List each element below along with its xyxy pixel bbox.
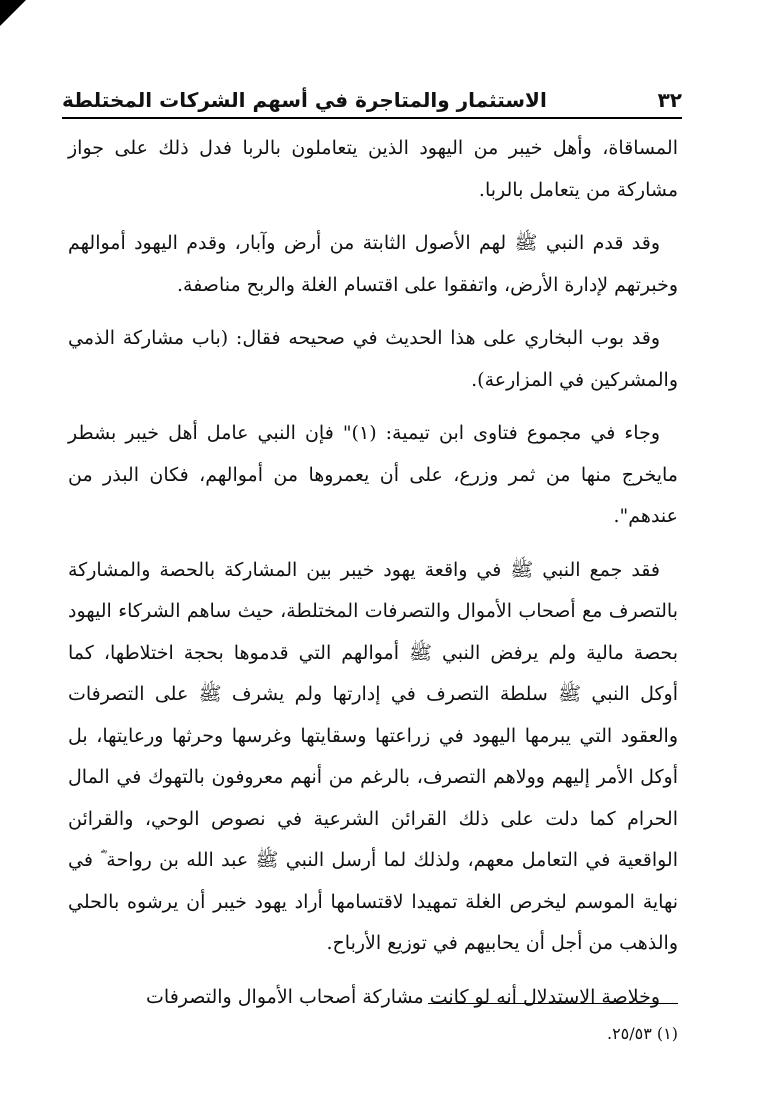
paragraph: وقد بوب البخاري على هذا الحديث في صحيحه فقال: (باب مشاركة الذمي والمشركين في المزارعة). (68, 327, 678, 391)
body-text (68, 128, 678, 1030)
header-divider (62, 117, 682, 119)
paragraph: وخلاصة الاستدلال أنه لو كانت مشاركة أصحاب الأموال والتصرفات (146, 985, 660, 1008)
page-corner-mark (0, 0, 26, 26)
footnote: (١) ٢٥/٥٣. (606, 1024, 678, 1043)
paragraph: المساقاة، وأهل خيبر من اليهود الذين يتعاملون بالربا فدل ذلك على جواز مشاركة من يتعامل بالربا. (68, 137, 678, 201)
page-header (62, 80, 682, 120)
paragraph: فقد جمع النبي ﷺ في واقعة يهود خيبر بين المشاركة بالحصة والمشاركة بالتصرف مع أصحاب الأموال والتصرفات المختلطة، حيث ساهم الشركاء اليهود بحصة مالية ولم يرفض النبي ﷺ أموالهم التي قدموها بحجة اختلاطها، كما أوكل النبي ﷺ سلطة التصرف في إدارتها ولم يشرف ﷺ على التصرفات والعقود التي يبرمها اليهود في زراعتها وسقايتها وغرسها وحرثها ورعايتها، بل أوكل الأمر إليهم وولاهم التصرف، بالرغم من أنهم معروفون بالتهوك في المال الحرام كما دلت على ذلك القرائن الشرعية في نصوص الوحي، والقرائن الواقعية في التعامل معهم، ولذلك لما أرسل النبي ﷺ عبد الله بن رواحة ؓ في نهاية الموسم ليخرص الغلة تمهيدا لاقتسامها أراد يهود خيبر أن يرشوه بالحلي والذهب من أجل أن يحابيهم في توزيع الأرباح. (68, 558, 678, 954)
paragraph: وقد قدم النبي ﷺ لهم الأصول الثابتة من أرض وآبار، وقدم اليهود أموالهم وخبرتهم لإدارة الأرض، واتفقوا على اقتسام الغلة والربح مناصفة. (68, 232, 678, 296)
page-number: ٣٢ (657, 88, 682, 112)
footnote-divider (428, 1003, 678, 1004)
paragraph: وجاء في مجموع فتاوى ابن تيمية: (١)" فإن النبي عامل أهل خيبر بشطر مايخرج منها من ثمر وزرع، على أن يعمروها من أموالهم، فكان البذر من عندهم". (68, 422, 678, 527)
running-title: الاستثمار والمتاجرة في أسهم الشركات المختلطة (62, 88, 547, 112)
